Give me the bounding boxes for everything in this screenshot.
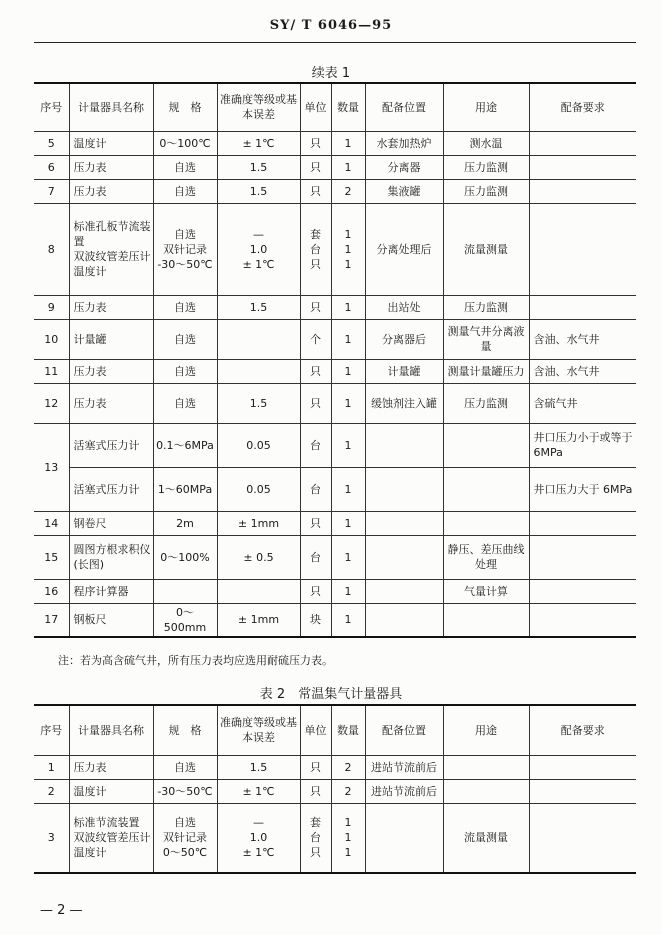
table1-cell — [529, 579, 636, 603]
table2-header-cell: 准确度等级或基本误差 — [217, 705, 300, 755]
table2-caption: 表 2 常温集气计量器具 — [259, 687, 403, 702]
table1-header-cell: 用途 — [443, 83, 529, 131]
table1-cell: 1.5 — [217, 155, 300, 179]
table1-row — [34, 179, 636, 203]
table2-cell: 只 — [300, 755, 331, 779]
table1-row — [34, 383, 636, 423]
table1-cell: 1 — [331, 155, 365, 179]
table2-cell: ± 1℃ — [217, 779, 300, 803]
table1-cell: 活塞式压力计 — [69, 423, 153, 467]
table1-row — [34, 535, 636, 579]
table1-cell: 1.5 — [217, 383, 300, 423]
table1-row — [34, 319, 636, 359]
table1-cell — [217, 579, 300, 603]
table1-cell: 8 — [34, 203, 69, 295]
table1-row — [34, 359, 636, 383]
table2-header-cell: 计量器具名称 — [69, 705, 153, 755]
table1-cell — [365, 579, 443, 603]
table1-cell: ± 1mm — [217, 603, 300, 637]
table1-cell: 井口压力大于 6MPa — [529, 467, 636, 511]
table2-cell: 3 — [34, 803, 69, 873]
table1-cell: 压力监测 — [443, 295, 529, 319]
table1-cell: ± 1℃ — [217, 131, 300, 155]
table1-header-cell: 配备要求 — [529, 83, 636, 131]
table1-row — [34, 423, 636, 467]
table1-cell: 1 — [331, 295, 365, 319]
table1-cell: 标准孔板节流装置 双波纹管差压计 温度计 — [69, 203, 153, 295]
table2-cell: -30～50℃ — [153, 779, 217, 803]
table1-cell: 1 — [331, 383, 365, 423]
table2-row — [34, 779, 636, 803]
table1-cell: 14 — [34, 511, 69, 535]
table1-cell: 只 — [300, 383, 331, 423]
table1-cell: 9 — [34, 295, 69, 319]
table1-cell — [529, 535, 636, 579]
table1-cell: 计量罐 — [365, 359, 443, 383]
table1-cell: 1.5 — [217, 179, 300, 203]
table2-cell: 自选 双针记录 0～50℃ — [153, 803, 217, 873]
table1-cell: 17 — [34, 603, 69, 637]
table2-cell: 压力表 — [69, 755, 153, 779]
table1-cell: 16 — [34, 579, 69, 603]
table1-cell — [529, 131, 636, 155]
table1-cell: 个 — [300, 319, 331, 359]
table1-cell: 活塞式压力计 — [69, 467, 153, 511]
table2-row — [34, 755, 636, 779]
table1-row — [34, 131, 636, 155]
table2-cell: 只 — [300, 779, 331, 803]
table2-cell: 标准节流装置 双波纹管差压计 温度计 — [69, 803, 153, 873]
table1-cell: 套 台 只 — [300, 203, 331, 295]
table1-cell: 压力表 — [69, 295, 153, 319]
table1-cell: 压力表 — [69, 179, 153, 203]
table1 — [34, 82, 636, 638]
table1-cell: 1 — [331, 131, 365, 155]
table1-cell: 0～500mm — [153, 603, 217, 637]
table1-cell: 流量测量 — [443, 203, 529, 295]
table1-cell — [365, 423, 443, 467]
table2-cell: 1.5 — [217, 755, 300, 779]
table1-header-cell: 准确度等级或基本误差 — [217, 83, 300, 131]
table1-cell: 出站处 — [365, 295, 443, 319]
table1-cell: ± 1mm — [217, 511, 300, 535]
table2-header-cell: 单位 — [300, 705, 331, 755]
table1-cell: 只 — [300, 179, 331, 203]
table1-cell: 自选 — [153, 359, 217, 383]
table1-cell: 1～60MPa — [153, 467, 217, 511]
table1-cell — [365, 467, 443, 511]
table1-row — [34, 603, 636, 637]
table1-cell: 1 — [331, 319, 365, 359]
table1-cell: 自选 — [153, 155, 217, 179]
page-number: — 2 — — [40, 903, 83, 918]
table1-cell: 15 — [34, 535, 69, 579]
table1-cell: 1.5 — [217, 295, 300, 319]
table1-cell — [365, 535, 443, 579]
table1-cell: 块 — [300, 603, 331, 637]
table1-caption: 续表 1 — [311, 66, 351, 81]
table1-cell — [365, 511, 443, 535]
table1-cell — [153, 579, 217, 603]
table1-cell — [529, 179, 636, 203]
table2-row — [34, 803, 636, 873]
table1-cell: 缓蚀剂注入罐 — [365, 383, 443, 423]
table1-cell — [443, 423, 529, 467]
table1-cell: 只 — [300, 155, 331, 179]
table1-cell: 含硫气井 — [529, 383, 636, 423]
table1-cell — [529, 603, 636, 637]
table1-cell: 钢板尺 — [69, 603, 153, 637]
table2-cell: — 1.0 ± 1℃ — [217, 803, 300, 873]
table1-cell: 自选 — [153, 319, 217, 359]
table1-row — [34, 579, 636, 603]
table1-cell: 测量计量罐压力 — [443, 359, 529, 383]
table1-cell — [529, 155, 636, 179]
table1-cell: 压力监测 — [443, 179, 529, 203]
table1-cell: 2 — [331, 179, 365, 203]
table2-cell: 流量测量 — [443, 803, 529, 873]
table1-header-row — [34, 83, 636, 131]
table1-cell: 1 1 1 — [331, 203, 365, 295]
table1-cell: 圆图方根求积仪(长图) — [69, 535, 153, 579]
table1-cell: 只 — [300, 295, 331, 319]
table1-header-cell: 序号 — [34, 83, 69, 131]
table1-cell: 2m — [153, 511, 217, 535]
table1-cell: 测量气井分离液量 — [443, 319, 529, 359]
table1-row — [34, 295, 636, 319]
table1-cell: 0.1～6MPa — [153, 423, 217, 467]
document-header: SY/ T 6046—95 — [269, 18, 393, 33]
table1-cell: 温度计 — [69, 131, 153, 155]
table1-cell: 0.05 — [217, 467, 300, 511]
table1-cell: 6 — [34, 155, 69, 179]
table1-cell — [217, 359, 300, 383]
table2-cell: 2 — [34, 779, 69, 803]
table2-cell: 1 1 1 — [331, 803, 365, 873]
table2-cell — [529, 803, 636, 873]
table1-cell: 分离器后 — [365, 319, 443, 359]
table1-cell: 分离器 — [365, 155, 443, 179]
table1-header-cell: 数量 — [331, 83, 365, 131]
table1-cell: 钢卷尺 — [69, 511, 153, 535]
table1-cell: 压力监测 — [443, 383, 529, 423]
table1-cell — [443, 603, 529, 637]
table1-cell: 自选 双针记录 -30～50℃ — [153, 203, 217, 295]
table1-cell: 含油、水气井 — [529, 359, 636, 383]
table2-cell — [365, 803, 443, 873]
table1-cell: 水套加热炉 — [365, 131, 443, 155]
table1-cell: 分离处理后 — [365, 203, 443, 295]
table1-header-cell: 配备位置 — [365, 83, 443, 131]
table2-header-cell: 数量 — [331, 705, 365, 755]
table2-cell — [443, 779, 529, 803]
table1-cell: 1 — [331, 603, 365, 637]
table2-header-cell: 配备位置 — [365, 705, 443, 755]
table-note: 注：若为高含硫气井，所有压力表均应选用耐硫压力表。 — [58, 654, 333, 667]
table1-row — [34, 511, 636, 535]
table2-cell: 1 — [34, 755, 69, 779]
table1-cell: 井口压力小于或等于 6MPa — [529, 423, 636, 467]
table2-cell: 2 — [331, 779, 365, 803]
table2 — [34, 704, 636, 874]
table1-cell — [529, 203, 636, 295]
table2-header-cell: 用途 — [443, 705, 529, 755]
table1-cell: 程序计算器 — [69, 579, 153, 603]
table1-cell — [443, 511, 529, 535]
table1-cell: 12 — [34, 383, 69, 423]
table2-cell: 2 — [331, 755, 365, 779]
table1-cell: 压力表 — [69, 155, 153, 179]
table1-cell: 10 — [34, 319, 69, 359]
table1-cell: 11 — [34, 359, 69, 383]
table1-cell — [529, 295, 636, 319]
table1-row — [34, 155, 636, 179]
table1-cell: 台 — [300, 423, 331, 467]
table1-cell: 压力表 — [69, 383, 153, 423]
table1-cell: 压力监测 — [443, 155, 529, 179]
table1-cell: 1 — [331, 535, 365, 579]
table1-cell: 7 — [34, 179, 69, 203]
table1-cell: 只 — [300, 131, 331, 155]
table1-cell — [365, 603, 443, 637]
table1-cell: 0.05 — [217, 423, 300, 467]
table1-cell: 压力表 — [69, 359, 153, 383]
table1-cell: 13 — [34, 423, 69, 511]
table1-header-cell: 计量器具名称 — [69, 83, 153, 131]
table2-cell — [443, 755, 529, 779]
table1-cell: 自选 — [153, 179, 217, 203]
table1-cell: 气量计算 — [443, 579, 529, 603]
table1-cell: 测水温 — [443, 131, 529, 155]
table2-header-cell: 配备要求 — [529, 705, 636, 755]
table1-header-cell: 单位 — [300, 83, 331, 131]
table2-cell: 套 台 只 — [300, 803, 331, 873]
table1-cell: 自选 — [153, 383, 217, 423]
table2-cell — [529, 779, 636, 803]
table1-cell: 1 — [331, 423, 365, 467]
table2-header-cell: 序号 — [34, 705, 69, 755]
table2-header-row — [34, 705, 636, 755]
table1-cell: 自选 — [153, 295, 217, 319]
table1-row — [34, 467, 636, 511]
table1-cell: 5 — [34, 131, 69, 155]
table1-cell: 台 — [300, 535, 331, 579]
table1-cell: 静压、差压曲线处理 — [443, 535, 529, 579]
table2-header-cell: 规 格 — [153, 705, 217, 755]
table2-cell: 自选 — [153, 755, 217, 779]
table1-header-cell: 规 格 — [153, 83, 217, 131]
table1-cell: 0～100% — [153, 535, 217, 579]
table1-cell — [443, 467, 529, 511]
table1-cell: 0～100℃ — [153, 131, 217, 155]
table1-cell: 台 — [300, 467, 331, 511]
table2-cell: 温度计 — [69, 779, 153, 803]
table1-row — [34, 203, 636, 295]
table1-cell: 只 — [300, 359, 331, 383]
table1-cell — [529, 511, 636, 535]
table1-cell: ± 0.5 — [217, 535, 300, 579]
table1-cell: 集液罐 — [365, 179, 443, 203]
table1-cell: 1 — [331, 511, 365, 535]
table1-cell: 1 — [331, 359, 365, 383]
table2-cell: 进站节流前后 — [365, 779, 443, 803]
table1-cell: 含油、水气井 — [529, 319, 636, 359]
table1-cell: 计量罐 — [69, 319, 153, 359]
table2-cell: 进站节流前后 — [365, 755, 443, 779]
table1-cell: 只 — [300, 511, 331, 535]
table2-cell — [529, 755, 636, 779]
header-rule — [34, 42, 636, 43]
table1-cell — [217, 319, 300, 359]
table1-cell: 只 — [300, 579, 331, 603]
table1-cell: — 1.0 ± 1℃ — [217, 203, 300, 295]
table1-cell: 1 — [331, 467, 365, 511]
table1-cell: 1 — [331, 579, 365, 603]
